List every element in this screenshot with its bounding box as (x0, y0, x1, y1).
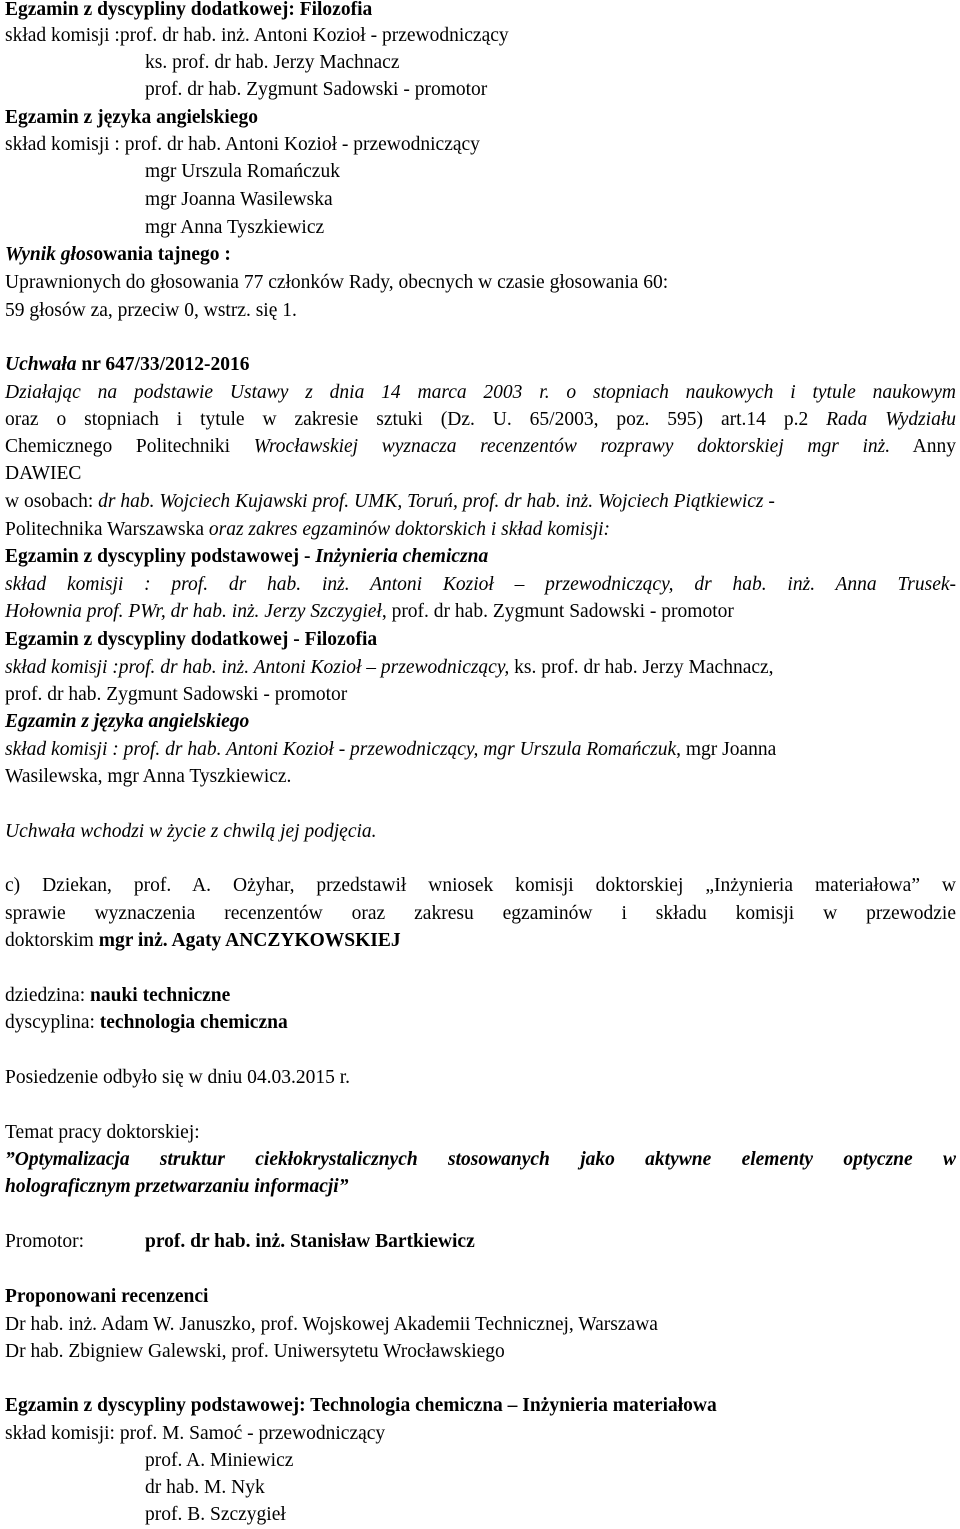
motion-text: doktorskim mgr inż. Agaty ANCZYKOWSKIEJ (5, 930, 401, 951)
exam-heading-philosophy: Egzamin z dyscypliny dodatkowej - Filozofia (5, 629, 378, 650)
topic-label: Temat pracy doktorskiej: (5, 1122, 200, 1143)
committee-line: skład komisji :prof. dr hab. inż. Antoni Kozioł – przewodniczący, ks. prof. dr hab. Jerzy Machnacz, (5, 657, 774, 678)
committee-member: prof. B. Szczygieł (145, 1504, 286, 1525)
promoter-line: Promotor: prof. dr hab. inż. Stanisław Bartkiewicz (5, 1231, 475, 1252)
motion-text: sprawie wyznaczenia recenzentów oraz zakresu egzaminów i składu komisji w przewodzie (5, 903, 956, 924)
committee-member: mgr Urszula Romańczuk (145, 161, 340, 182)
committee-line: Wasilewska, mgr Anna Tyszkiewicz. (5, 766, 292, 787)
reviewers-heading: Proponowani recenzenci (5, 1286, 209, 1307)
committee-line: skład komisji : prof. dr hab. inż. Antoni Kozioł – przewodniczący, dr hab. inż. Anna Trusek- (5, 574, 956, 595)
exam-heading-core: Egzamin z dyscypliny podstawowej - Inżynieria chemiczna (5, 546, 489, 567)
committee-line: prof. dr hab. Zygmunt Sadowski - promotor (5, 684, 348, 705)
committee-member: mgr Joanna Wasilewska (145, 189, 333, 210)
candidate-name: DAWIEC (5, 463, 82, 484)
discipline-line: dyscyplina: technologia chemiczna (5, 1012, 288, 1033)
topic-title: holograficznym przetwarzaniu informacji” (5, 1176, 349, 1197)
resolution-text: oraz o stopniach i tytule w zakresie sztuki (Dz. U. 65/2003, poz. 595) art.14 p.2 Rada Wydziału (5, 409, 957, 430)
field-line: dziedzina: nauki techniczne (5, 985, 231, 1006)
exam-heading-english: Egzamin z języka angielskiego (5, 711, 250, 732)
reviewer-item: Dr hab. inż. Adam W. Januszko, prof. Wojskowej Akademii Technicznej, Warszawa (5, 1314, 658, 1335)
committee-line: Hołownia prof. PWr, dr hab. inż. Jerzy Szczygieł, prof. dr hab. Zygmunt Sadowski - promotor (5, 601, 734, 622)
committee-line: skład komisji : prof. dr hab. Antoni Kozioł - przewodniczący, mgr Urszula Romańczuk, mgr Joanna (5, 739, 777, 760)
committee-line: skład komisji :prof. dr hab. inż. Antoni Kozioł - przewodniczący (5, 25, 509, 46)
vote-line: Uprawnionych do głosowania 77 członków Rady, obecnych w czasie głosowania 60: (5, 272, 669, 293)
vote-heading: Wynik głosowania tajnego : (5, 244, 231, 265)
motion-text: c) Dziekan, prof. A. Ożyhar, przedstawił wniosek komisji doktorskiej „Inżynieria materiałowa” w (5, 875, 956, 896)
exam-heading-english: Egzamin z języka angielskiego (5, 107, 258, 128)
reviewers-line: Politechnika Warszawska oraz zakres egzaminów doktorskich i skład komisji: (5, 519, 611, 540)
reviewers-line: w osobach: dr hab. Wojciech Kujawski prof. UMK, Toruń, prof. dr hab. inż. Wojciech Piątkiewicz - (5, 491, 775, 512)
committee-line: skład komisji: prof. M. Samoć - przewodniczący (5, 1423, 386, 1444)
committee-member: dr hab. M. Nyk (145, 1477, 265, 1498)
vote-result: 59 głosów za, przeciw 0, wstrz. się 1. (5, 300, 297, 321)
committee-member: ks. prof. dr hab. Jerzy Machnacz (145, 52, 400, 73)
topic-title: ”Optymalizacja struktur ciekłokrystalicznych stosowanych jako aktywne elementy optyczne w (5, 1149, 956, 1170)
reviewer-item: Dr hab. Zbigniew Galewski, prof. Uniwersytetu Wrocławskiego (5, 1341, 505, 1362)
resolution-effect: Uchwała wchodzi w życie z chwilą jej podjęcia. (5, 821, 377, 842)
resolution-number: Uchwała nr 647/33/2012-2016 (5, 354, 250, 375)
resolution-text: Chemicznego Politechniki Wrocławskiej wyznacza recenzentów rozprawy doktorskiej mgr inż. Anny (5, 436, 956, 457)
committee-member: mgr Anna Tyszkiewicz (145, 217, 325, 238)
resolution-text: Działając na podstawie Ustawy z dnia 14 marca 2003 r. o stopniach naukowych i tytule naukowym (5, 382, 957, 403)
committee-member: prof. dr hab. Zygmunt Sadowski - promotor (145, 79, 488, 100)
exam-heading-core: Egzamin z dyscypliny podstawowej: Technologia chemiczna – Inżynieria materiałowa (5, 1395, 717, 1416)
committee-line: skład komisji : prof. dr hab. Antoni Kozioł - przewodniczący (5, 134, 480, 155)
meeting-date: Posiedzenie odbyło się w dniu 04.03.2015 r. (5, 1067, 351, 1088)
committee-member: prof. A. Miniewicz (145, 1450, 294, 1471)
exam-heading-philosophy: Egzamin z dyscypliny dodatkowej: Filozofia (5, 0, 373, 20)
